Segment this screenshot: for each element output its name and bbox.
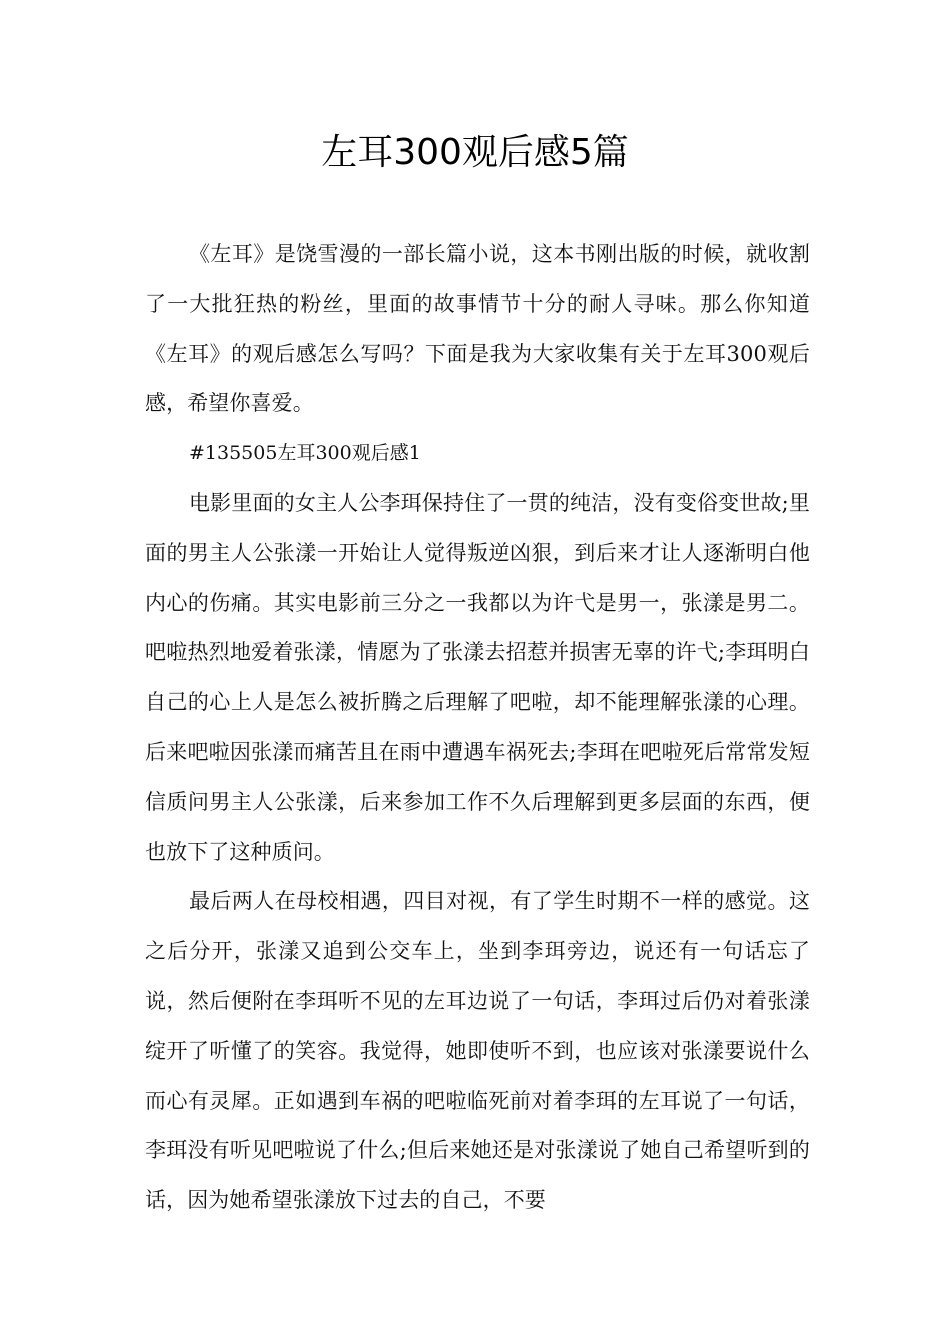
- section-heading: #135505左耳300观后感1: [189, 442, 421, 465]
- body-paragraph-2: 最后两人在母校相遇，四目对视，有了学生时期不一样的感觉。这之后分开，张漾又追到公交车上，坐到李珥旁边，说还有一句话忘了说，然后便附在李珥听不见的左耳边说了一句话，李珥过后仍对着张漾绽开了听懂了的笑容。我觉得，她即使听不到，也应该对张漾要说什么而心有灵犀。正如遇到车祸的吧啦临死前对着李珥的左耳说了一句话，李珥没有听见吧啦说了什么;但后来她还是对张漾说了她自己希望听到的话，因为她希望张漾放下过去的自己，不要: [145, 889, 810, 1213]
- document-title: 左耳300观后感5篇: [321, 132, 629, 173]
- body-paragraph-1: 电影里面的女主人公李珥保持住了一贯的纯洁，没有变俗变世故;里面的男主人公张漾一开始让人觉得叛逆凶狠，到后来才让人逐渐明白他内心的伤痛。其实电影前三分之一我都以为许弋是男一，张漾是男二。吧啦热烈地爱着张漾，情愿为了张漾去招惹并损害无辜的许弋;李珥明白自己的心上人是怎么被折腾之后理解了吧啦，却不能理解张漾的心理。后来吧啦因张漾而痛苦且在雨中遭遇车祸死去;李珥在吧啦死后常常发短信质问男主人公张漾，后来参加工作不久后理解到更多层面的东西，便也放下了这种质问。: [145, 490, 810, 864]
- intro-paragraph: 《左耳》是饶雪漫的一部长篇小说，这本书刚出版的时候，就收割了一大批狂热的粉丝，里面的故事情节十分的耐人寻味。那么你知道《左耳》的观后感怎么写吗？下面是我为大家收集有关于左耳300观后感，希望你喜爱。: [145, 242, 810, 416]
- document-body: [145, 230, 810, 1226]
